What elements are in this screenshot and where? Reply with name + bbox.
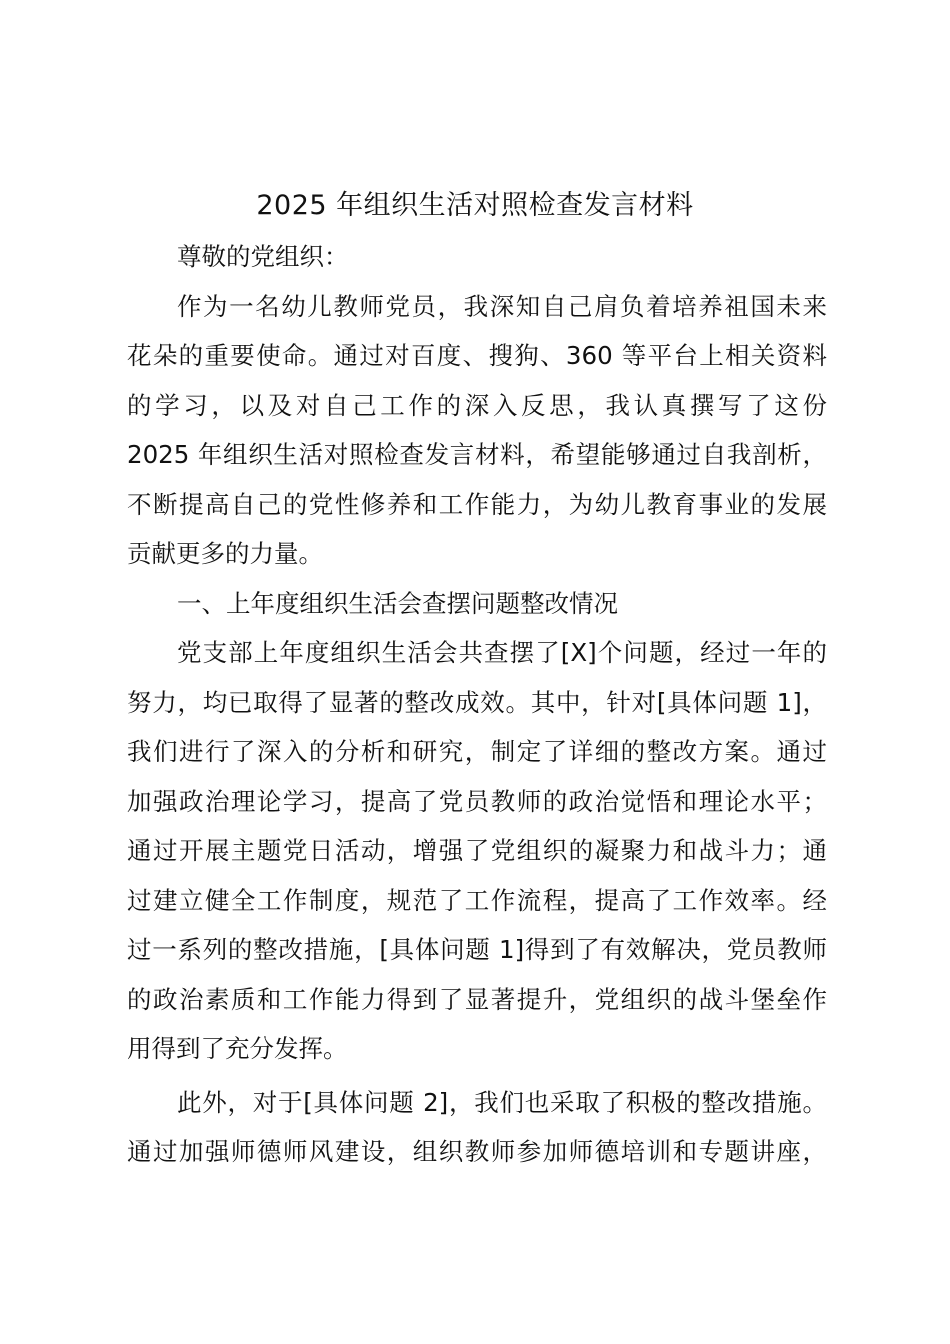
- paragraph-2-line-8: 的政治素质和工作能力得到了显著提升，党组织的战斗堡垒作: [127, 984, 827, 1014]
- paragraph-1-line-5: 不断提高自己的党性修养和工作能力，为幼儿教育事业的发展: [127, 489, 827, 519]
- paragraph-1-line-4: 2025 年组织生活对照检查发言材料，希望能够通过自我剖析，: [127, 440, 827, 469]
- paragraph-2-line-6: 过建立健全工作制度，规范了工作流程，提高了工作效率。经: [127, 885, 827, 915]
- paragraph-2-line-2: 努力，均已取得了显著的整改成效。其中，针对[具体问题 1]，: [127, 687, 827, 717]
- paragraph-2-line-9: 用得到了充分发挥。: [127, 1034, 348, 1063]
- paragraph-1-line-3: 的学习，以及对自己工作的深入反思，我认真撰写了这份: [127, 390, 827, 420]
- paragraph-2-line-3: 我们进行了深入的分析和研究，制定了详细的整改方案。通过: [127, 737, 827, 766]
- paragraph-1-line-2: 花朵的重要使命。通过对百度、搜狗、360 等平台上相关资料: [127, 341, 827, 370]
- paragraph-3-line-1: 此外，对于[具体问题 2]，我们也采取了积极的整改措施。: [177, 1087, 827, 1117]
- section-heading-1: 一、上年度组织生活会查摆问题整改情况: [177, 588, 618, 618]
- paragraph-2-line-5: 通过开展主题党日活动，增强了党组织的凝聚力和战斗力；通: [127, 836, 827, 865]
- paragraph-2-line-7: 过一系列的整改措施，[具体问题 1]得到了有效解决，党员教师: [127, 935, 827, 964]
- salutation-line: 尊敬的党组织：: [177, 242, 349, 271]
- paragraph-1-line-1: 作为一名幼儿教师党员，我深知自己肩负着培养祖国未来: [177, 291, 827, 321]
- paragraph-1-line-6: 贡献更多的力量。: [127, 539, 323, 568]
- paragraph-3-line-2: 通过加强师德师风建设，组织教师参加师德培训和专题讲座，: [127, 1137, 827, 1166]
- paragraph-2-line-1: 党支部上年度组织生活会共查摆了[X]个问题，经过一年的: [177, 638, 827, 667]
- document-body: [127, 232, 827, 1177]
- paragraph-2-line-4: 加强政治理论学习，提高了党员教师的政治觉悟和理论水平；: [127, 786, 827, 816]
- document-title: 2025 年组织生活对照检查发言材料: [256, 190, 694, 221]
